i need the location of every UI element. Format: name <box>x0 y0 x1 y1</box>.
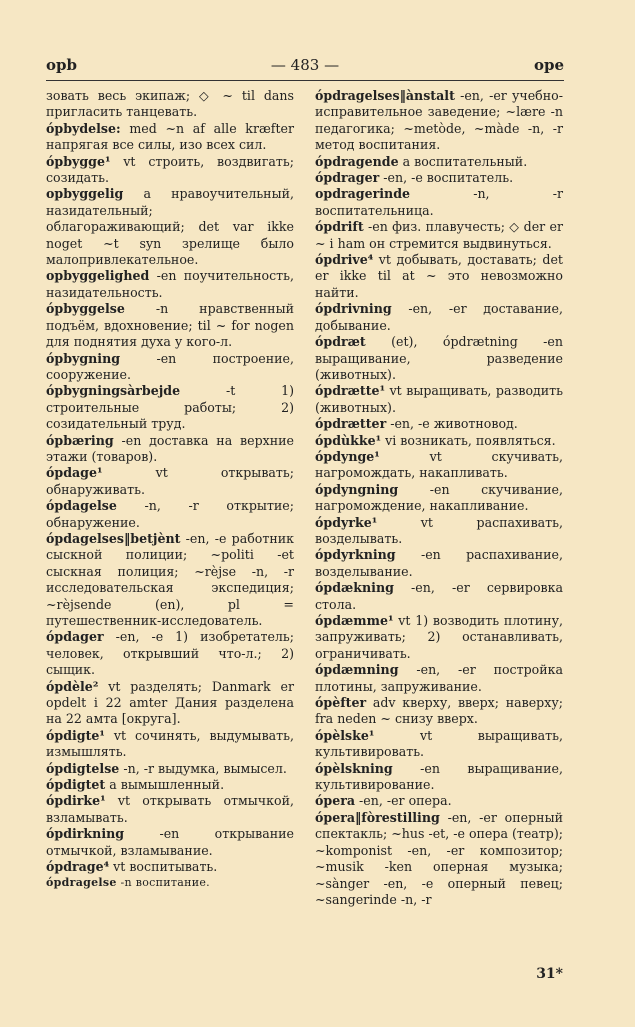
headword: ópèlskning <box>315 760 393 776</box>
headword: ópdirke¹ <box>46 793 106 809</box>
entry: ópèfter adv кверху, вверх; наверху; fra neden ~ снизу вверх. <box>315 695 563 727</box>
entry: ópdagelses‖betjènt -en, -e работник сыскной полиции; ~politi -et сыскная полиция; ~rèjse -n, -r исследовательская экспедиция; ~rèjsende (en), pl = путешественник-исследователь. <box>46 530 294 628</box>
headword: ópdrage⁴ <box>46 859 110 875</box>
headword: ópdrivning <box>315 301 392 317</box>
entry: ópbyggelse -n нравственный подъём, вдохновение; til ~ for nogen для поднятия духа у кого-л. <box>46 301 294 350</box>
headword: ópdynge¹ <box>315 448 380 464</box>
entry: ópdrive⁴ vt добывать, доставать; det er ikke til at ~ это невозможно найти. <box>315 252 563 300</box>
headword: ópdræt <box>315 334 366 350</box>
headword: ópera‖fòrestilling <box>315 809 440 825</box>
entry: ópdrage⁴ vt воспитывать. <box>46 859 218 875</box>
entry: зовать весь экипаж; ◇ ~ til dans пригласить танцевать. <box>46 88 294 120</box>
headword: ópdagelses‖betjènt <box>46 530 181 546</box>
headword: ópdigte¹ <box>46 727 105 743</box>
headword: ópdrætter <box>315 416 387 432</box>
headword: opdragerinde <box>315 186 411 202</box>
right-column <box>315 88 563 908</box>
headword: ópdùkke¹ <box>315 432 382 448</box>
headword: ópdyngning <box>315 481 399 497</box>
entry: ópdragelse -n воспитание. <box>46 875 210 889</box>
headword: ópdæmme¹ <box>315 613 394 628</box>
entry: ópera -en, -er опера. <box>315 793 452 809</box>
headword: ópdrive⁴ <box>315 252 374 268</box>
headword: opbyggelig <box>46 186 124 202</box>
entry: ópdrivning -en, -er доставание, добывание. <box>315 301 563 333</box>
entry: ópdyngning -en скучивание, нагромождение, накапливание. <box>315 481 563 514</box>
entry: ópdyrke¹ vt распахивать, возделывать. <box>315 514 563 546</box>
entry: ópera‖fòrestilling -en, -er оперный спектакль; ~hus -et, -e опера (театр); ~komponist -en, -er композитор; ~musik -ken оперная музыка; ~sànger -en, -e оперный певец; ~sangerinde -n, -r <box>315 809 563 907</box>
headword: ópdage¹ <box>46 465 103 481</box>
entry: ópdùkke¹ vi возникать, появляться. <box>315 432 556 448</box>
entry: opbyggelig a нравоучительный, назидательный; облагораживающий; det var ikke noget ~t syn зрелище было малопривлекательное. <box>46 186 294 268</box>
headword: ópdigtelse <box>46 760 120 776</box>
entry: ópdage¹ vt открывать; обнаруживать. <box>46 465 294 497</box>
headword: ópèfter <box>315 695 367 711</box>
headword: ópbygningsàrbejde <box>46 383 181 399</box>
entry: ópdrift -en физ. плавучесть; ◇ der er ~ i ham он стремится выдвинуться. <box>315 219 563 251</box>
entry: ópbydelse: med ~n af alle kræfter напрягая все силы, изо всех сил. <box>46 120 294 153</box>
headword: ópdragende <box>315 153 399 169</box>
entry: opbyggelighed -en поучительность, назидательность. <box>46 268 294 300</box>
entry: ópdækning -en, -er сервировка стола. <box>315 580 563 612</box>
entry: ópdragende a воспитательный. <box>315 153 528 169</box>
headword: ópdækning <box>315 580 394 596</box>
entry: ópdager -en, -e 1) изобретатель; человек, открывший что-л.; 2) сыщик. <box>46 629 294 678</box>
entry: ópbygningsàrbejde -t 1) строительные работы; 2) созидательный труд. <box>46 383 294 432</box>
entry: ópdrætte¹ vt выращивать, разводить (животных). <box>315 383 563 415</box>
entry: ópèlske¹ vt выращивать, культивировать. <box>315 727 563 760</box>
headword: ópbygning <box>46 350 121 366</box>
headword: opbyggelighed <box>46 268 150 284</box>
entry: ópdigtet a вымышленный. <box>46 777 225 793</box>
headword: ópèlske¹ <box>315 727 375 743</box>
entry: ópbæring -en доставка на верхние этажи (товаров). <box>46 432 294 464</box>
headword: ópdyrkning <box>315 547 396 563</box>
entry: ópbygning -en построение, сооружение. <box>46 350 294 382</box>
headword: ópbydelse: <box>46 120 121 136</box>
headword: ópdrætte¹ <box>315 383 386 399</box>
entry: ópdigte¹ vt сочинять, выдумывать, измышлять. <box>46 727 294 760</box>
headword: ópdæmning <box>315 662 399 678</box>
entry: ópdragelses‖ànstalt -en, -er учебно-исправительное заведение; ~lære -n педагогика; ~metòde, ~màde -n, -r метод воспитания. <box>315 88 563 153</box>
entry: ópbygge¹ vt строить, воздвигать; созидать. <box>46 153 294 186</box>
page-number: — 483 — <box>270 56 340 74</box>
left-column <box>46 88 294 889</box>
entry: ópdirkning -en открывание отмычкой, взламывание. <box>46 826 294 858</box>
headword: ópdragelses‖ànstalt <box>315 88 455 103</box>
header-left-guideword: opb <box>46 56 77 74</box>
entry: ópdæmning -en, -er постройка плотины, запруживание. <box>315 662 563 694</box>
entry: opdragerinde -n, -r воспитательница. <box>315 186 563 218</box>
entry: ópèlskning -en выращивание, культивирование. <box>315 760 563 793</box>
entry: ópdèle² vt разделять; Danmark er opdelt i 22 amter Дания разделена на 22 амта [округа]. <box>46 678 294 727</box>
entry: ópdynge¹ vt скучивать, нагромождать, накапливать. <box>315 448 563 481</box>
headword: ópdrift <box>315 219 364 235</box>
page-header <box>46 56 564 81</box>
headword: ópbygge¹ <box>46 153 111 169</box>
entry: ópdyrkning -en распахивание, возделывание. <box>315 547 563 579</box>
headword: ópdèle² <box>46 678 99 694</box>
entry: ópdræt (et), ópdrætning -en выращивание, разведение (животных). <box>315 334 563 382</box>
headword: ópbæring <box>46 432 114 448</box>
entry: ópdigtelse -n, -r выдумка, вымысел. <box>46 760 287 776</box>
entry: ópdrager -en, -e воспитатель. <box>315 170 514 186</box>
headword: ópdagelse <box>46 498 117 514</box>
headword: ópdager <box>46 629 104 645</box>
entry: ópdrætter -en, -e животновод. <box>315 416 518 432</box>
headword: ópdyrke¹ <box>315 514 378 530</box>
headword: ópdigtet <box>46 777 106 793</box>
header-right-guideword: ope <box>533 56 564 74</box>
headword: ópera <box>315 793 356 809</box>
entry: ópdirke¹ vt открывать отмычкой, взламывать. <box>46 793 294 825</box>
headword: ópdragelse <box>46 875 117 889</box>
signature-mark: 31* <box>536 966 563 982</box>
headword: ópdirkning <box>46 826 125 842</box>
entry: ópdagelse -n, -r открытие; обнаружение. <box>46 498 294 530</box>
headword: ópbyggelse <box>46 301 125 317</box>
headword: ópdrager <box>315 170 380 186</box>
entry: ópdæmme¹ vt 1) возводить плотину, запруживать; 2) останавливать, ограничивать. <box>315 613 563 661</box>
